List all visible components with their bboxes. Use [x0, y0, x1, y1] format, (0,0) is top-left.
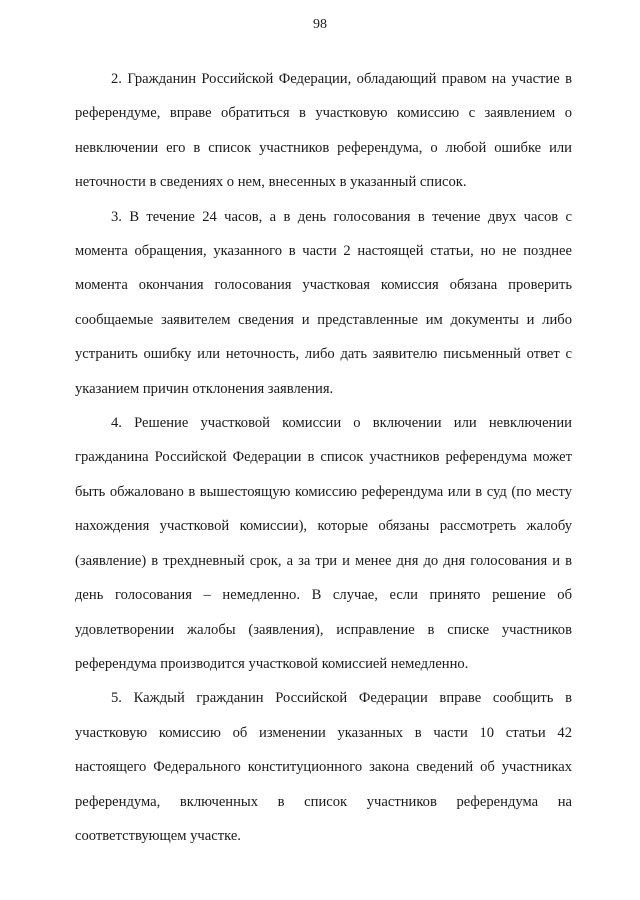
paragraph-2: 2. Гражданин Российской Федерации, обладающий правом на участие в референдуме, вправе обратиться в участковую комиссию с заявлением о невключении его в список участников референдума, о любой ошибке или неточности в сведениях о нем, внесенных в указанный список. — [75, 71, 572, 191]
paragraph-3: 3. В течение 24 часов, а в день голосования в течение двух часов с момента обращения, указанного в части 2 настоящей статьи, но не позднее момента окончания голосования участковая комиссия обязана проверить сообщаемые заявителем сведения и представленные им документы и либо устранить ошибку или неточность, либо дать заявителю письменный ответ с указанием причин отклонения заявления. — [75, 208, 572, 397]
paragraph-5: 5. Каждый гражданин Российской Федерации вправе сообщить в участковую комиссию об изменении указанных в части 10 статьи 42 настоящего Федерального конституционного закона сведений об участниках референдума, включенных в список участников референдума на соответствующем участке. — [75, 690, 572, 844]
paragraph-4: 4. Решение участковой комиссии о включении или невключении гражданина Российской Федерации в список участников референдума может быть обжаловано в вышестоящую комиссию референдума или в суд (по месту нахождения участковой комиссии), которые обязаны рассмотреть жалобу (заявление) в трехдневный срок, а за три и менее дня до дня голосования и в день голосования – немедленно. В случае, если принято решение об удовлетворении жалобы (заявления), исправление в списке участников референдума производится участковой комиссией немедленно. — [75, 415, 572, 672]
document-body — [75, 62, 572, 853]
page-number: 98 — [313, 17, 327, 32]
